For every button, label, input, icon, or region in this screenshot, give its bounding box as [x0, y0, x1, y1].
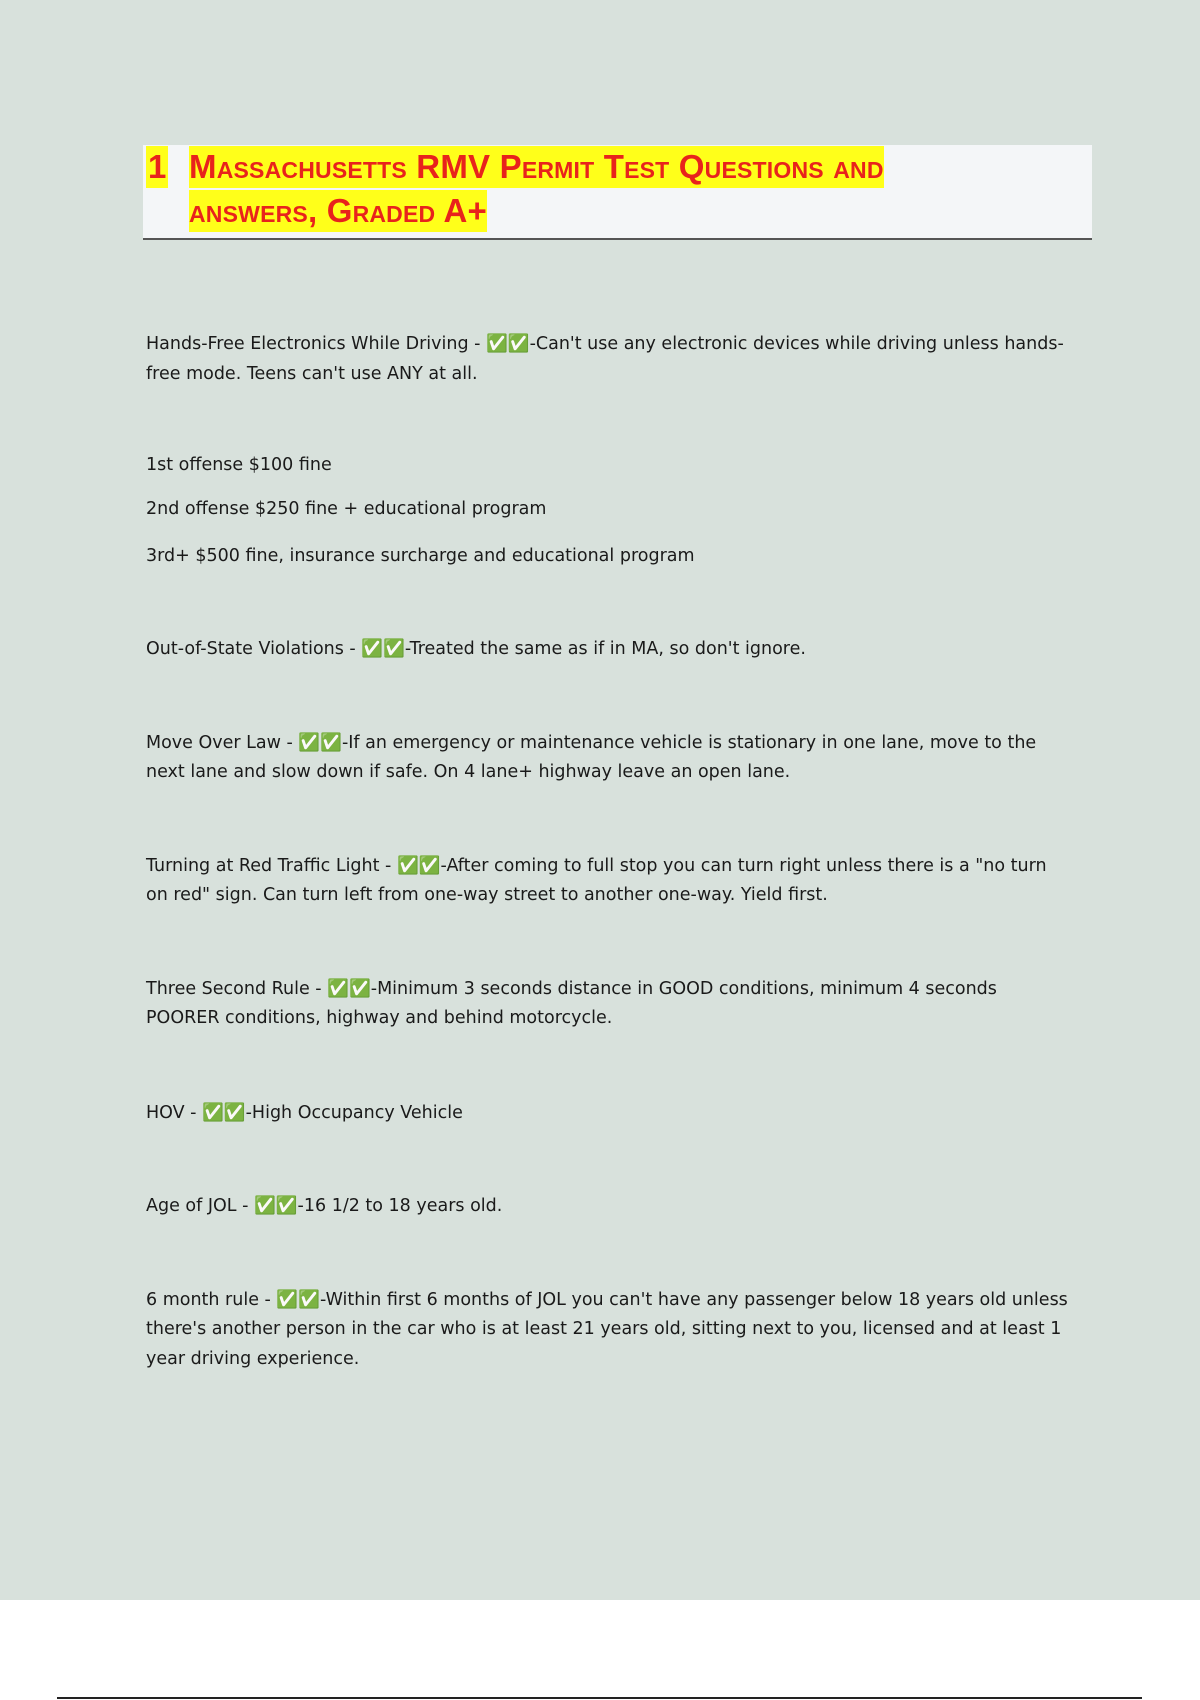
jol-age-question: Age of JOL - ✅✅-16 1/2 to 18 years old. [146, 1196, 503, 1216]
out-of-state-question: Out-of-State Violations - ✅✅-Treated the same as if in MA, so don't ignore. [146, 639, 806, 659]
heading-number: 1 [146, 146, 168, 188]
hands-free-question-line-1: Hands-Free Electronics While Driving - ✅✅-Can't use any electronic devices while driving unless hands- [146, 334, 1064, 354]
fine-first-offense: 1st offense $100 fine [146, 455, 332, 475]
six-month-question-line-3: year driving experience. [146, 1349, 360, 1369]
footer-rule [57, 1697, 1142, 1699]
heading-title-line-1: Massachusetts RMV Permit Test Questions and [189, 146, 884, 188]
move-over-question-line-1: Move Over Law - ✅✅-If an emergency or maintenance vehicle is stationary in one lane, move to the [146, 733, 1037, 753]
three-second-question-line-1: Three Second Rule - ✅✅-Minimum 3 seconds distance in GOOD conditions, minimum 4 seconds [146, 979, 997, 999]
six-month-question-line-2: there's another person in the car who is at least 21 years old, sitting next to you, licensed and at least 1 [146, 1319, 1062, 1339]
move-over-question-line-2: next lane and slow down if safe. On 4 lane+ highway leave an open lane. [146, 762, 791, 782]
red-light-question-line-2: on red" sign. Can turn left from one-way street to another one-way. Yield first. [146, 885, 828, 905]
six-month-question-line-1: 6 month rule - ✅✅-Within first 6 months of JOL you can't have any passenger below 18 years old unless [146, 1290, 1068, 1310]
heading-title-line-2: answers, Graded A+ [189, 190, 487, 232]
fine-second-offense: 2nd offense $250 fine + educational program [146, 499, 547, 519]
three-second-question-line-2: POORER conditions, highway and behind motorcycle. [146, 1008, 613, 1028]
red-light-question-line-1: Turning at Red Traffic Light - ✅✅-After coming to full stop you can turn right unless there is a "no turn [146, 856, 1047, 876]
hands-free-question-line-2: free mode. Teens can't use ANY at all. [146, 364, 478, 384]
hov-question: HOV - ✅✅-High Occupancy Vehicle [146, 1103, 463, 1123]
fine-third-offense: 3rd+ $500 fine, insurance surcharge and educational program [146, 546, 695, 566]
